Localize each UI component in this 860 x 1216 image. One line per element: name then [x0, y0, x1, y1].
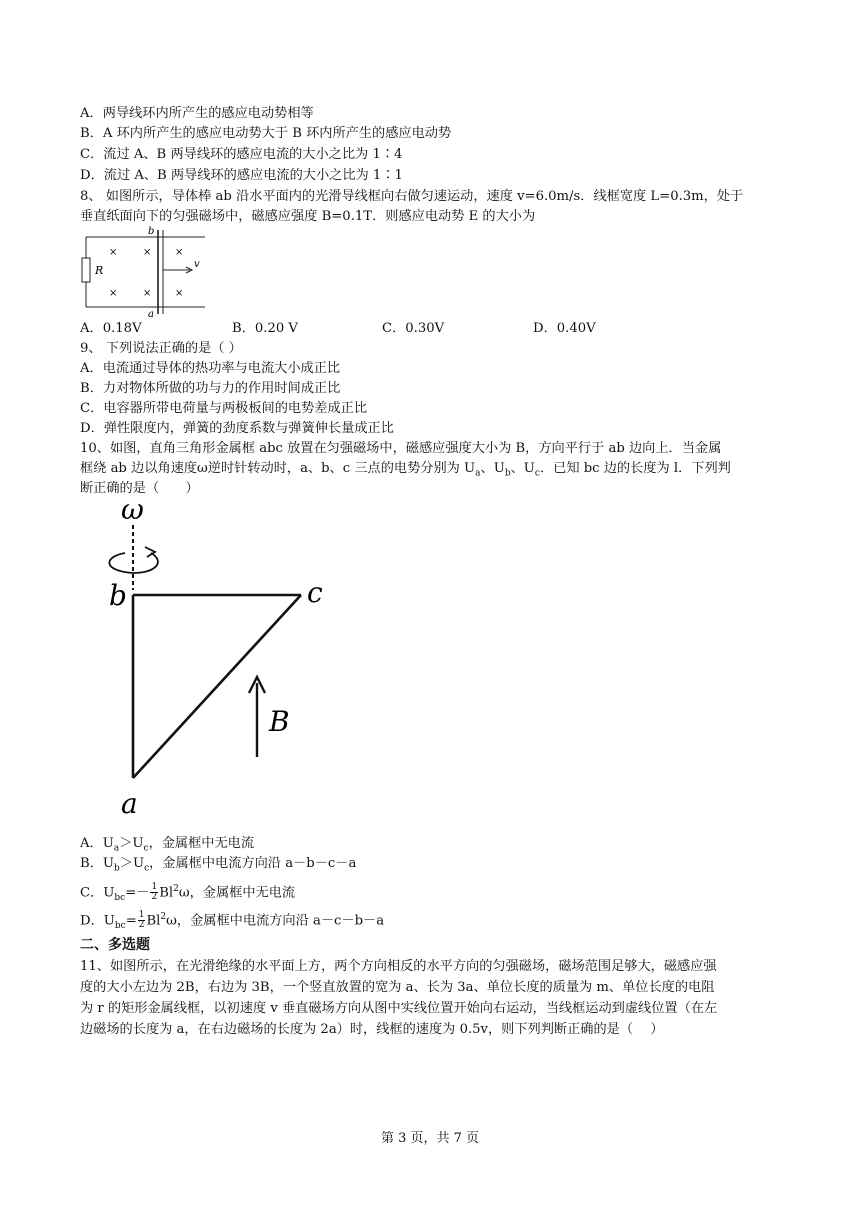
section-title: 二、多选题 — [80, 937, 150, 953]
q8-stem-line1: 8、 如图所示，导体棒 ab 沿水平面内的光滑导线框向右做匀速运动，速度 v=6.0m/s．线框宽度 L=0.3m，处于 — [80, 189, 744, 204]
q10-stem-part4: ．已知 bc 边的长度为 l．下列判 — [539, 461, 731, 476]
q8-label-x4: × — [109, 288, 118, 299]
q10-stem-line3: 断正确的是（ ） — [80, 481, 199, 496]
q10-label-B: B — [269, 705, 290, 738]
q7-option-a: A．两导线环内所产生的感应电动势相等 — [80, 106, 314, 121]
q9-stem: 9、 下列说法正确的是（ ） — [80, 341, 242, 356]
q10-option-b: B．$U_b>U_c$，金属框中电流方向沿 a－b－c－a — [80, 856, 357, 874]
q11-line4: 边磁场的长度为 a，在右边磁场的长度为 2a）时，线框的速度为 0.5v，则下列判断正确的是（ ） — [80, 1022, 664, 1037]
q11-line2: 度的大小左边为 2B，右边为 3B，一个竖直放置的宽为 a、长为 3a、单位长度的质量为 m、单位长度的电阻 — [80, 980, 715, 995]
q7-option-b: B．A 环内所产生的感应电动势大于 B 环内所产生的感应电动势 — [80, 126, 452, 141]
q10-option-a: A．$U_a>U_c$，金属框中无电流 — [80, 836, 255, 854]
q8-circuit-figure — [80, 225, 220, 320]
q10-triangle-figure — [95, 495, 345, 825]
page-footer: 第 3 页，共 7 页 — [380, 1131, 480, 1146]
q9-option-d: D．弹性限度内，弹簧的劲度系数与弹簧伸长量成正比 — [80, 421, 394, 436]
q10-label-b: b — [109, 579, 127, 612]
q10-stem-part2: 、U — [480, 461, 505, 476]
q8-label-a: a — [148, 309, 154, 320]
q7-option-c: C．流过 A、B 两导线环的感应电流的大小之比为 1∶4 — [80, 147, 403, 162]
q8-option-a: A．0.18V — [80, 321, 142, 336]
q11-line1: 11、如图所示，在光滑绝缘的水平面上方，两个方向相反的水平方向的匀强磁场，磁场范围足够大，磁感应强 — [80, 959, 717, 974]
q10-label-omega: ω — [121, 495, 144, 526]
q8-stem-line2: 垂直纸面向下的匀强磁场中，磁感应强度 B=0.1T．则感应电动势 E 的大小为 — [80, 209, 536, 224]
q8-option-b: B．0.20 V — [232, 321, 298, 336]
q8-label-R: R — [95, 264, 104, 277]
q9-option-c: C．电容器所带电荷量与两极板间的电势差成正比 — [80, 401, 368, 416]
q10-option-d: D．$U_{bc}=$ $\frac{1}{2}$ Bl$^2$ω，金属框中电流方向沿 a－c－b－a — [80, 910, 385, 932]
q9-option-a: A．电流通过导体的热功率与电流大小成正比 — [80, 361, 341, 376]
q7-option-d: D．流过 A、B 两导线环的感应电流的大小之比为 1∶1 — [80, 168, 403, 183]
q8-label-v: v — [194, 259, 200, 270]
q8-option-d: D．0.40V — [533, 321, 596, 336]
q8-option-c: C．0.30V — [382, 321, 445, 336]
fraction-half: $\frac{1}{2}$ — [138, 910, 145, 931]
q10-sub-b: b — [504, 468, 511, 479]
fraction-half: $\frac{1}{2}$ — [151, 882, 158, 903]
q10-label-a: a — [121, 787, 138, 820]
q9-option-b: B．力对物体所做的功与力的作用时间成正比 — [80, 381, 341, 396]
q8-options — [80, 320, 680, 338]
q10-stem-part3: 、U — [510, 461, 535, 476]
q8-label-x2: × — [143, 247, 152, 258]
q10-option-c: C．$U_{bc}=-$ $\frac{1}{2}$ Bl$^2$ω，金属框中无电流 — [80, 882, 296, 904]
q8-label-b: b — [148, 226, 155, 237]
q10-sub-c: c — [534, 468, 540, 479]
q8-label-x5: × — [143, 288, 152, 299]
q10-label-c: c — [307, 576, 323, 609]
q10-stem-part1: 框绕 ab 边以角速度ω逆时针转动时，a、b、c 三点的电势分别为 U — [80, 461, 476, 476]
q10-stem-line1: 10、如图，直角三角形金属框 abc 放置在匀强磁场中，磁感应强度大小为 B，方向平行于 ab 边向上．当金属 — [80, 441, 722, 456]
q8-label-x1: × — [109, 247, 118, 258]
q8-label-x3: × — [175, 247, 184, 258]
q10-sub-a: a — [475, 468, 481, 479]
q8-label-x6: × — [175, 288, 184, 299]
q11-line3: 为 r 的矩形金属线框，以初速度 v 垂直磁场方向从图中实线位置开始向右运动，当线框运动到虚线位置（在左 — [80, 1001, 718, 1016]
